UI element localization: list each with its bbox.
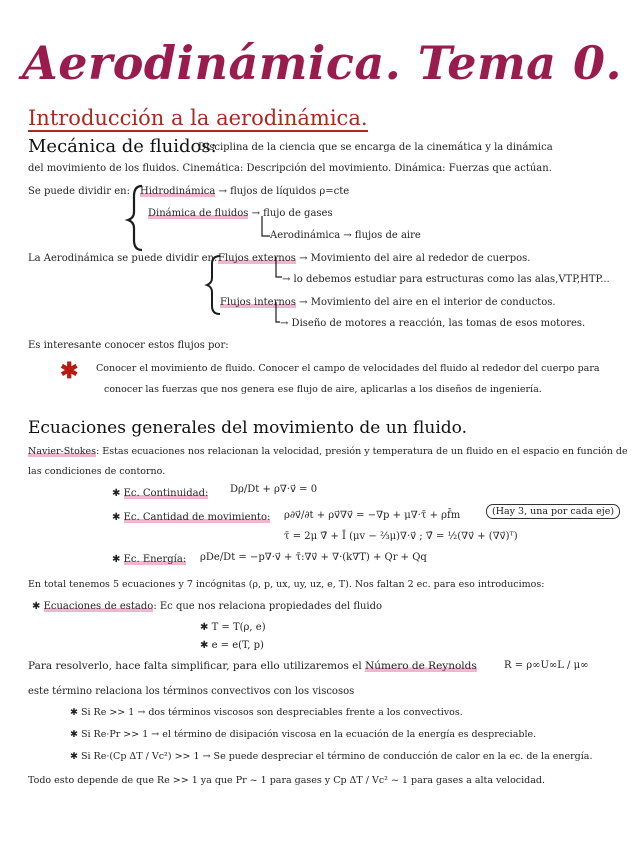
termino-line: este término relaciona los términos convectivos con los viscosos: [28, 686, 355, 697]
flujos-externos-desc-2: → lo debemos estudiar para estructuras como las alas,VTP,HTP...: [282, 274, 610, 285]
T-equation: ✱ T = T(ρ, e): [200, 622, 266, 633]
continuidad-formula: Dρ/Dt + ρ∇·v⃗ = 0: [230, 484, 318, 495]
flujos-externos-item: Flujos externos → Movimiento del aire al rededor de cuerpos.: [218, 253, 531, 264]
bullet-2: ✱ Si Re·Pr >> 1 → el término de disipación viscosa en la ecuación de la energía es despreciable.: [70, 729, 537, 740]
bullet-1: ✱ Si Re >> 1 → dos términos viscosos son despreciables frente a los convectivos.: [70, 707, 463, 718]
aero-intro: La Aerodinámica se puede dividir en:: [28, 253, 218, 264]
brace-aero: [207, 256, 220, 314]
bullet-3: ✱ Si Re·(Cp ΔT / Vc²) >> 1 → Se puede despreciar el término de conducción de calor en la ec. de la energía.: [70, 751, 593, 762]
arrow-aero: [262, 216, 270, 236]
ec-continuidad-label: ✱ Ec. Continuidad:: [112, 488, 209, 499]
tau-formula: τ̄ = 2μ ∇̄ + Ī (μv − ⅔μ)∇·v⃗ ; ∇̄ = ½(∇v⃗ + (∇v⃗)ᵀ): [284, 531, 518, 542]
flujos-internos-desc-2: → Diseño de motores a reacción, las tomas de esos motores.: [280, 318, 586, 329]
arrow-internos: [276, 302, 280, 322]
note-box: (Hay 3, una por cada eje): [486, 504, 620, 519]
ec-energia-label: ✱ Ec. Energía:: [112, 554, 187, 565]
mecanica-label: Mecánica de fluidos:: [28, 136, 217, 157]
ec-cantidad-label: ✱ Ec. Cantidad de movimiento:: [112, 512, 271, 523]
section-heading-ecuaciones: Ecuaciones generales del movimiento de un fluido.: [28, 418, 467, 438]
reynolds-formula: R = ρ∞U∞L / μ∞: [504, 660, 589, 671]
divide-intro: Se puede dividir en:: [28, 186, 130, 197]
navier-stokes-line-1: Navier-Stokes: Estas ecuaciones nos relacionan la velocidad, presión y temperatura de un fluido en el espacio en función de: [28, 446, 628, 457]
section-heading-intro: Introducción a la aerodinámica.: [28, 106, 368, 130]
brace-divide: [128, 186, 142, 250]
aero-item: Aerodinámica → flujos de aire: [270, 230, 421, 241]
interesante-line: Es interesante conocer estos flujos por:: [28, 340, 229, 351]
ec-estado-line: ✱ Ecuaciones de estado: Ec que nos relaciona propiedades del fluido: [32, 601, 383, 612]
star-bullet-icon: ✱: [60, 358, 79, 384]
navier-stokes-line-2: las condiciones de contorno.: [28, 466, 166, 477]
dinamica-gases-item: Dinámica de fluidos → flujo de gases: [148, 208, 333, 219]
mecanica-line-1: Disciplina de la ciencia que se encarga de la cinemática y la dinámica: [198, 142, 553, 153]
arrow-externos: [276, 257, 282, 277]
cantidad-formula: ρ∂v⃗/∂t + ρv⃗∇v⃗ = −∇p + μ∇·τ̄ + ρf̄m: [284, 510, 461, 521]
total-line: En total tenemos 5 ecuaciones y 7 incógnitas (ρ, p, ux, uy, uz, e, T). Nos faltan 2 ec. para eso introducimos:: [28, 579, 545, 590]
conocer-line-2: conocer las fuerzas que nos genera ese flujo de aire, aplicarlas a los diseños de ingeniería.: [104, 384, 542, 395]
todo-line: Todo esto depende de que Re >> 1 ya que Pr ~ 1 para gases y Cp ΔT / Vc² ~ 1 para gases a alta velocidad.: [28, 775, 545, 786]
energia-formula: ρDe/Dt = −p∇·v⃗ + τ̄:∇v⃗ + ∇·(k∇T) + Qr + Qq: [200, 552, 427, 563]
flujos-internos-item: Flujos internos → Movimiento del aire en el interior de conductos.: [220, 297, 556, 308]
resolverlo-line: Para resolverlo, hace falta simplificar, para ello utilizaremos el Número de Reynolds: [28, 660, 477, 672]
page-title: Aerodinámica. Tema 0.: [22, 36, 622, 90]
e-equation: ✱ e = e(T, p): [200, 640, 264, 651]
hidro-item: Hidrodinámica → flujos de líquidos ρ=cte: [140, 186, 350, 197]
conocer-line-1: Conocer el movimiento de fluido. Conocer el campo de velocidades del fluido al rededor del cuerpo para: [96, 363, 600, 374]
mecanica-line-2: del movimiento de los fluidos. Cinemática: Descripción del movimiento. Dinámica: Fuerzas que actúan.: [28, 163, 552, 174]
